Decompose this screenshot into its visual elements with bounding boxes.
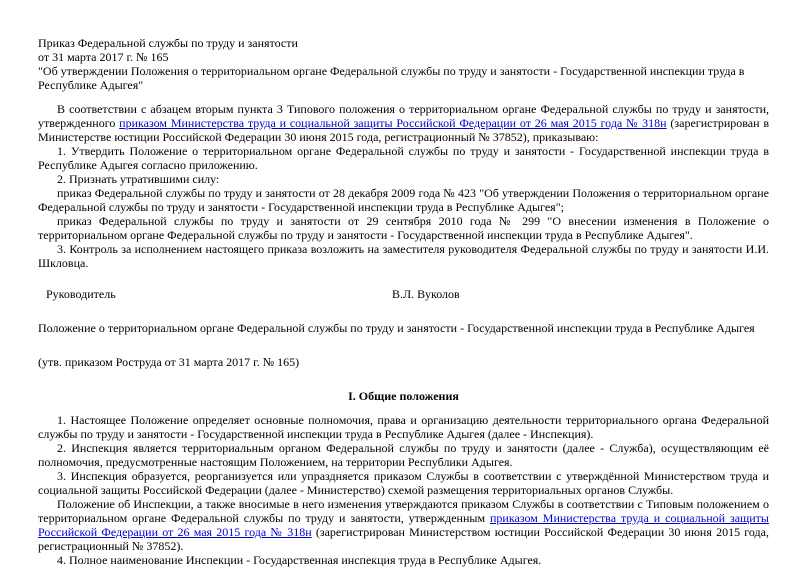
regulation-paragraph-3: 3. Инспекция образуется, реорганизуется или упраздняется приказом Службы в соответствии с утверждённой Министерством труда и социальной защиты Российской Федерации (далее - Министерство) схемой размещения территориальных органов Службы. [38, 469, 769, 497]
order-date: от 31 марта 2017 г. № 165 [38, 50, 169, 64]
preamble-link-order-318n[interactable]: приказом Министерства труда и социальной защиты Российской Федерации от 26 мая 2015 года № 318н [119, 116, 667, 130]
order-item-2-sub-2: приказ Федеральной службы по труду и занятости от 29 сентября 2010 года № 299 "О внесении изменения в Положение о территориальном органе Федеральной службы по труду и занятости - Государственной инспекции труда в Республике Адыгея". [38, 214, 769, 242]
regulation-title: Положение о территориальном органе Федеральной службы по труду и занятости - Государственной инспекции труда в Республике Адыгея [38, 321, 755, 335]
regulation-link-order-318n[interactable]: приказом Министерства труда и социальной защиты Российской Федерации от 26 мая 2015 года № 318н [38, 511, 769, 539]
order-title: Приказ Федеральной службы по труду и занятости [38, 36, 298, 50]
regulation-paragraph-4: 4. Полное наименование Инспекции - Государственная инспекция труда в Республике Адыгея. [57, 553, 542, 567]
section-heading: I. Общие положения [348, 389, 459, 403]
signature-role: Руководитель [46, 287, 116, 301]
regulation-paragraph-1: 1. Настоящее Положение определяет основные полномочия, права и организацию деятельности территориального органа Федеральной службы по труду и занятости - Государственной инспекции труда в Республике Адыгея (далее - Инспекция). [38, 413, 769, 441]
preamble-text-before: В соответствии с абзацем вторым пункта 3 Типового положения о территориальном органе Федеральной службы по труду и занятости, утвержденного [38, 102, 769, 130]
signature-name: В.Л. Вуколов [392, 287, 460, 301]
order-item-1: 1. Утвердить Положение о территориальном органе Федеральной службы по труду и занятости - Государственной инспекции труда в Республике Адыгея согласно приложению. [38, 144, 769, 172]
signature-block [38, 287, 769, 301]
order-item-2-sub-1: приказ Федеральной службы по труду и занятости от 28 декабря 2009 года № 423 "Об утверждении Положения о территориальном органе Федеральной службы по труду и занятости - Государственной инспекции труда в Республике Адыгея"; [38, 186, 769, 214]
regulation-paragraph-linked [38, 497, 769, 553]
order-item-3: 3. Контроль за исполнением настоящего приказа возложить на заместителя руководителя Федеральной службы по труду и занятости И.И. Шкловца. [38, 242, 769, 270]
order-subject: "Об утверждении Положения о территориальном органе Федеральной службы по труду и занятости - Государственной инспекции труда в Республике Адыгея" [38, 64, 745, 92]
order-header [38, 36, 769, 92]
linked-paragraph-text-after: (зарегистрирован Министерством юстиции Российской Федерации 30 июня 2015 года, регистрационный № 37852). [38, 525, 769, 553]
order-item-2: 2. Признать утратившими силу: [57, 172, 220, 186]
linked-paragraph-text-before: Положение об Инспекции, а также вносимые в него изменения утверждаются приказом Службы в соответствии с Типовым положением о территориальном органе Федеральной службы по труду и занятости, утвержденным [38, 497, 769, 525]
preamble-paragraph [38, 102, 769, 144]
regulation-paragraph-2: 2. Инспекция является территориальным органом Федеральной службы по труду и занятости (далее - Служба), осуществляющим её полномочия, предусмотренные настоящим Положением, на территории Республики Адыгея. [38, 441, 769, 469]
preamble-text-after: (зарегистрирован в Министерстве юстиции Российской Федерации 30 июня 2015 года, регистрационный № 37852), приказываю: [38, 116, 769, 144]
regulation-approval: (утв. приказом Роструда от 31 марта 2017 г. № 165) [38, 355, 300, 369]
